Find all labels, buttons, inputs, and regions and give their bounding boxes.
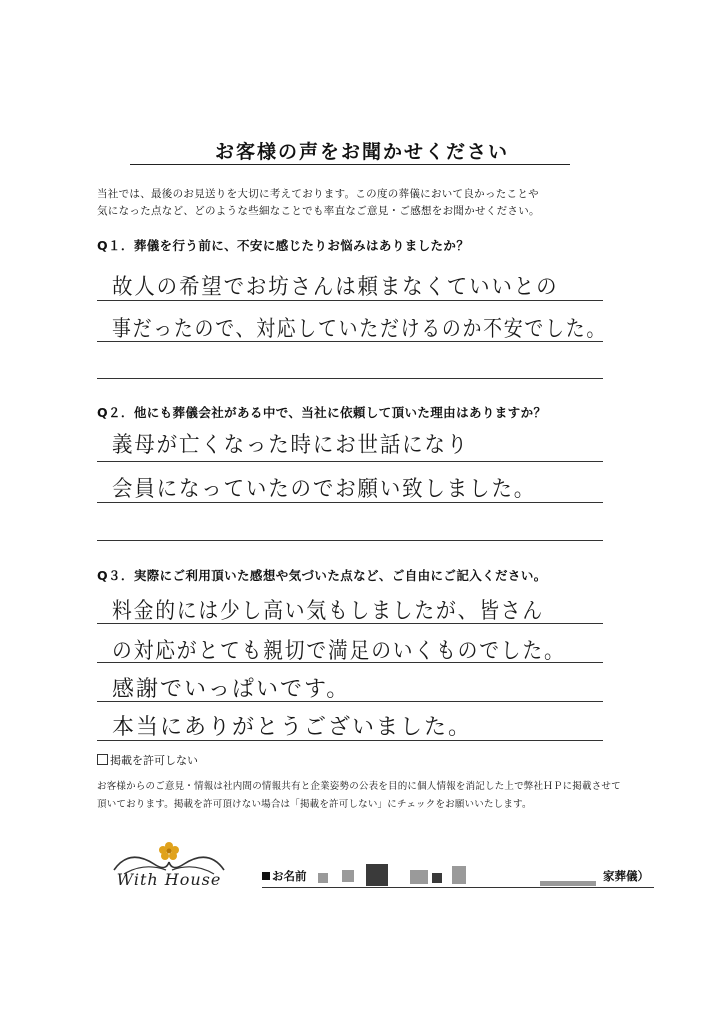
title-underline	[130, 164, 570, 165]
ruled-line	[97, 701, 603, 702]
ruled-line	[97, 300, 603, 301]
ruled-line	[97, 662, 603, 663]
name-suffix: 家葬儀）	[603, 869, 649, 883]
ruled-line	[97, 378, 603, 379]
question-3: Q３．実際にご利用頂いた感想や気づいた点など、ご自由にご記入ください。	[97, 568, 547, 583]
name-redaction-1	[318, 873, 328, 883]
answer-2-line-1: 義母が亡くなった時にお世話になり	[112, 433, 470, 458]
answer-3-line-1: 料金的には少し高い気もしましたが、皆さん	[112, 599, 545, 624]
note-line: 頂いております。掲載を許可頂けない場合は「掲載を許可しない」にチェックをお願いいたします。	[97, 799, 532, 810]
intro-text	[97, 186, 637, 220]
intro-line: 気になった点など、どのような些細なことでも率直なご意見・ご感想をお聞かせください。	[97, 205, 540, 217]
answer-1-line-1: 故人の希望でお坊さんは頼まなくていいとの	[112, 275, 559, 300]
name-underline	[262, 887, 654, 888]
name-redaction-5	[432, 873, 442, 883]
answer-3-line-3: 感謝でいっぱいです。	[112, 677, 351, 702]
intro-line: 当社では、最後のお見送りを大切に考えております。この度の葬儀において良かったことや	[97, 188, 539, 200]
answer-3-line-4: 本当にありがとうございました。	[112, 715, 473, 740]
name-redaction-6	[452, 866, 466, 884]
page-title: お客様の声をお聞かせください	[214, 141, 509, 163]
company-logo	[94, 840, 244, 900]
name-redaction-7	[540, 881, 596, 886]
permit-checkbox[interactable]	[97, 752, 198, 768]
answer-3-line-2: の対応がとても親切で満足のいくものでした。	[112, 639, 566, 664]
checkbox-icon[interactable]	[97, 754, 108, 765]
ruled-line	[97, 341, 603, 342]
name-redaction-2	[342, 870, 354, 882]
question-1: Q１．葬儀を行う前に、不安に感じたりお悩みはありましたか？	[97, 238, 470, 253]
ruled-line	[97, 502, 603, 503]
ruled-line	[97, 623, 603, 624]
name-label: お名前	[262, 868, 307, 884]
privacy-note	[97, 778, 637, 814]
ruled-line	[97, 461, 603, 462]
logo-text: With House	[116, 870, 222, 889]
permit-label: 掲載を許可しない	[110, 754, 198, 767]
answer-1-line-2: 事だったので、対応していただけるのか不安でした。	[112, 317, 607, 342]
ruled-line	[97, 740, 603, 741]
name-redaction-3	[366, 864, 388, 886]
question-2: Q２．他にも葬儀会社がある中で、当社に依頼して頂いた理由はありますか？	[97, 405, 547, 420]
note-line: お客様からのご意見・情報は社内間の情報共有と企業姿勢の公表を目的に個人情報を消記した上で弊社ＨＰに掲載させて	[97, 781, 621, 792]
name-redaction-4	[410, 870, 428, 884]
answer-2-line-2: 会員になっていたのでお願い致しました。	[112, 477, 537, 502]
square-bullet-icon	[262, 872, 270, 880]
ruled-line	[97, 540, 603, 541]
